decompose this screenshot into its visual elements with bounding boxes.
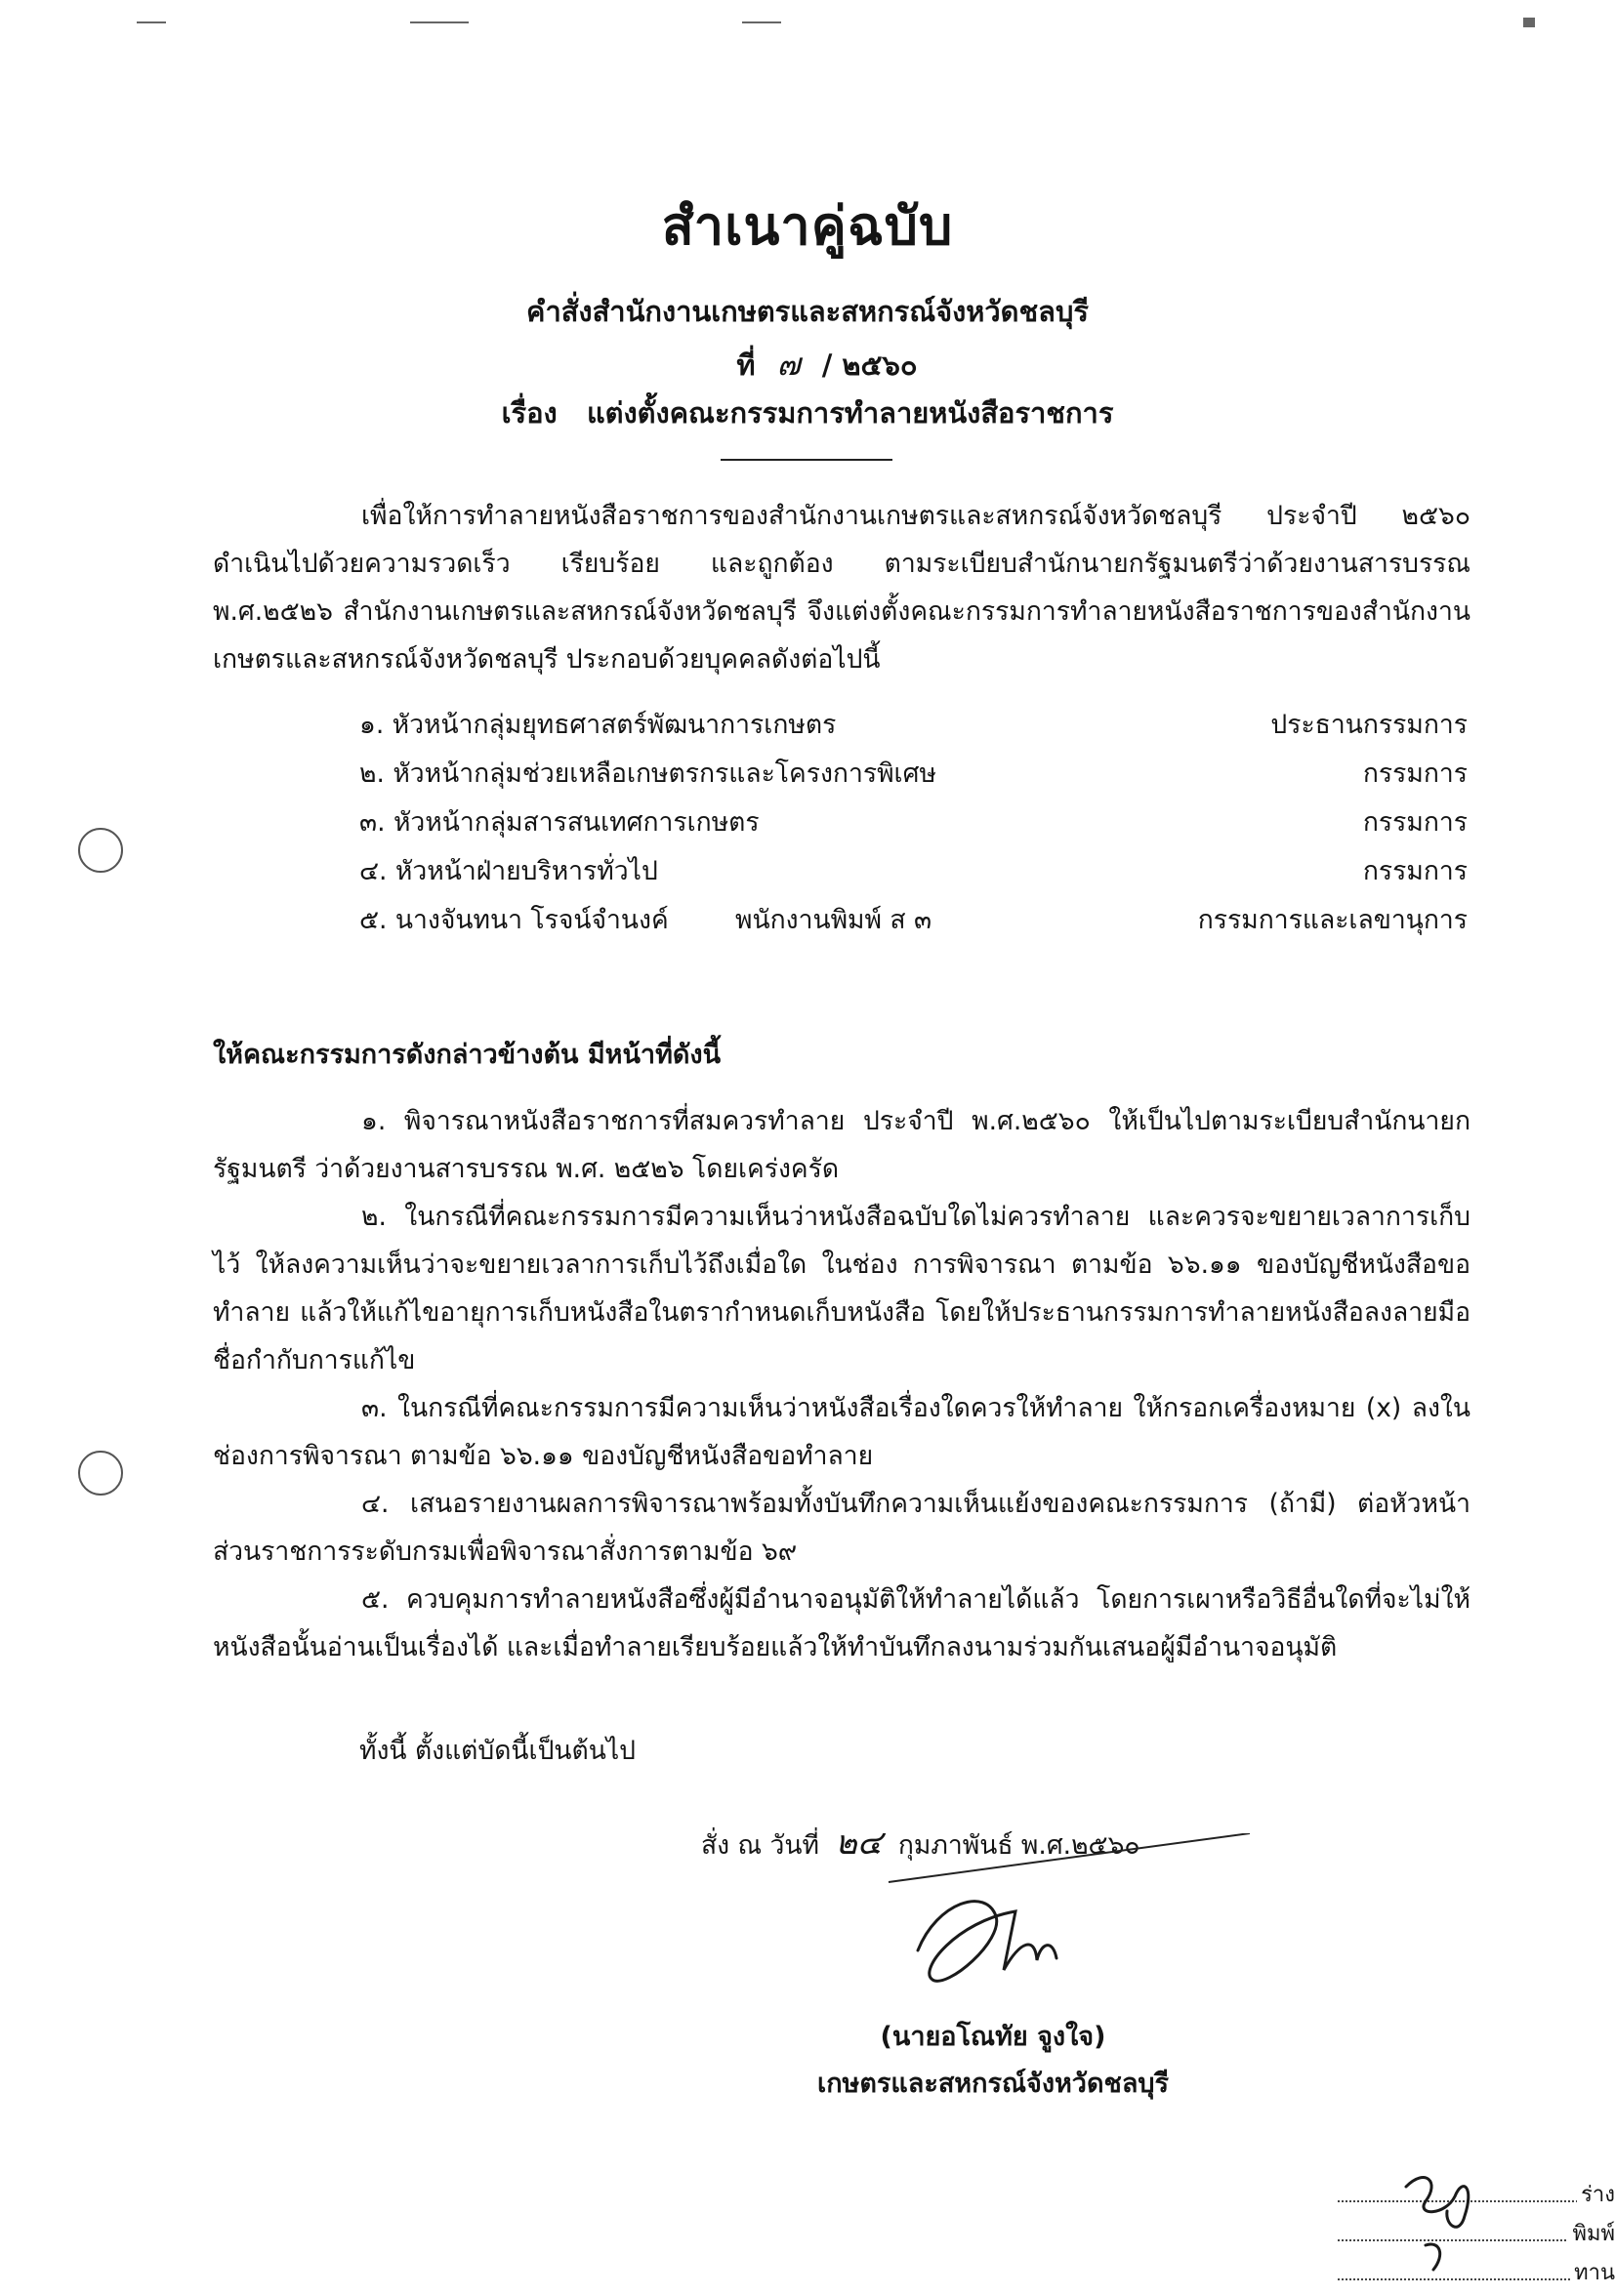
order-issuer: คำสั่งสำนักงานเกษตรและสหกรณ์จังหวัดชลบุรี [526, 295, 1089, 328]
scan-speck [1523, 18, 1535, 27]
signer-name: (นายอโณทัย จูงใจ) [880, 2022, 1106, 2052]
signature-mark [879, 1833, 1269, 2029]
initials-label: พิมพ์ [1568, 2212, 1615, 2257]
duty-item: ๓. ในกรณีที่คณะกรรมการมีความเห็นว่าหนังสือเรื่องใดควรให้ทำลาย ให้กรอกเครื่องหมาย (x) ลงในช่องการพิจารณา ตามข้อ ๖๖.๑๑ ของบัญชีหนังสือขอทำลาย [213, 1393, 1470, 1471]
member-name: ๒. หัวหน้ากลุ่มช่วยเหลือเกษตรกรและโครงการพิเศษ [359, 758, 936, 789]
scan-speck [410, 21, 469, 23]
duty-item: ๒. ในกรณีที่คณะกรรมการมีความเห็นว่าหนังสือฉบับใดไม่ควรทำลาย และควรจะขยายเวลาการเก็บไว้ ให้ลงความเห็นว่าจะขยายเวลาการเก็บไว้ถึงเมื่อใด ในช่อง การพิจารณา ตามข้อ ๖๖.๑๑ ของบัญชีหนังสือขอทำลาย แล้วให้แก้ไขอายุการเก็บหนังสือในตรากำหนดเก็บหนังสือ โดยให้ประธานกรรมการทำลายหนังสือลงลายมือชื่อกำกับการแก้ไข [213, 1202, 1470, 1375]
member-role: กรรมการและเลขานุการ [1197, 905, 1468, 935]
order-number: ๗ [776, 346, 801, 383]
committee-member [359, 750, 1468, 799]
initials-label: ร่าง [1577, 2173, 1615, 2218]
member-position: พนักงานพิมพ์ ส ๓ [735, 905, 932, 935]
signer-title: เกษตรและสหกรณ์จังหวัดชลบุรี [816, 2069, 1170, 2099]
order-year: / ๒๕๖๐ [821, 348, 918, 382]
closing-statement: ทั้งนี้ ตั้งแต่บัดนี้เป็นต้นไป [359, 1736, 636, 1766]
member-role: ประธานกรรมการ [1270, 710, 1468, 740]
committee-member [359, 896, 1468, 945]
initials-label: ทาน [1570, 2251, 1615, 2296]
order-number-line [0, 340, 1615, 390]
scan-speck [742, 21, 781, 23]
initials-scribble [1387, 2157, 1504, 2284]
date-day: ๒๔ [835, 1824, 883, 1863]
member-name: ๑. หัวหน้ากลุ่มยุทธศาสตร์พัฒนาการเกษตร [359, 710, 837, 740]
date-month-year: กุมภาพันธ์ พ.ศ.๒๕๖๐ [897, 1830, 1140, 1861]
title-divider [721, 459, 892, 461]
duty-item: ๑. พิจารณาหนังสือราชการที่สมควรทำลาย ประจำปี พ.ศ.๒๕๖๐ ให้เป็นไปตามระเบียบสำนักนายกรัฐมนตรี ว่าด้วยงานสารบรรณ พ.ศ. ๒๕๒๖ โดยเคร่งครัด [213, 1106, 1470, 1184]
punch-hole [78, 828, 123, 873]
order-number-prefix: ที่ [736, 348, 756, 382]
duty-item: ๔. เสนอรายงานผลการพิจารณาพร้อมทั้งบันทึกความเห็นแย้งของคณะกรรมการ (ถ้ามี) ต่อหัวหน้าส่วนราชการระดับกรมเพื่อพิจารณาสั่งการตามข้อ ๖๙ [213, 1489, 1470, 1567]
member-role: กรรมการ [1362, 807, 1468, 838]
punch-hole [78, 1451, 123, 1496]
committee-member [359, 799, 1468, 847]
committee-member [359, 847, 1468, 896]
scan-speck [137, 21, 166, 23]
page-title: สำเนาคู่ฉบับ [661, 195, 954, 257]
duty-item: ๕. ควบคุมการทำลายหนังสือซึ่งผู้มีอำนาจอนุมัติให้ทำลายได้แล้ว โดยการเผาหรือวิธีอื่นใดที่จะไม่ให้หนังสือนั้นอ่านเป็นเรื่องได้ และเมื่อทำลายเรียบร้อยแล้วให้ทำบันทึกลงนามร่วมกันเสนอผู้มีอำนาจอนุมัติ [213, 1584, 1470, 1662]
committee-member [359, 701, 1468, 750]
duties-heading: ให้คณะกรรมการดังกล่าวข้างต้น มีหน้าที่ดังนี้ [213, 1040, 722, 1070]
intro-paragraph: เพื่อให้การทำลายหนังสือราชการของสำนักงานเกษตรและสหกรณ์จังหวัดชลบุรี ประจำปี ๒๕๖๐ ดำเนินไปด้วยความรวดเร็ว เรียบร้อย และถูกต้อง ตามระเบียบสำนักนายกรัฐมนตรีว่าด้วยงานสารบรรณ พ.ศ.๒๕๒๖ สำนักงานเกษตรและสหกรณ์จังหวัดชลบุรี จึงแต่งตั้งคณะกรรมการทำลายหนังสือราชการของสำนักงานเกษตรและสหกรณ์จังหวัดชลบุรี ประกอบด้วยบุคคลดังต่อไปนี้ [213, 501, 1470, 675]
subject-line [0, 390, 1615, 435]
member-name: ๕. นางจันทนา โรจน์จำนงค์ [359, 905, 669, 935]
subject-label: เรื่อง [501, 396, 558, 430]
subject-text: แต่งตั้งคณะกรรมการทำลายหนังสือราชการ [586, 396, 1114, 430]
member-name: ๔. หัวหน้าฝ่ายบริหารทั่วไป [359, 856, 658, 886]
member-role: กรรมการ [1362, 856, 1468, 886]
member-name: ๓. หัวหน้ากลุ่มสารสนเทศการเกษตร [359, 807, 760, 838]
member-role: กรรมการ [1362, 758, 1468, 789]
date-prefix: สั่ง ณ วันที่ [701, 1830, 820, 1861]
